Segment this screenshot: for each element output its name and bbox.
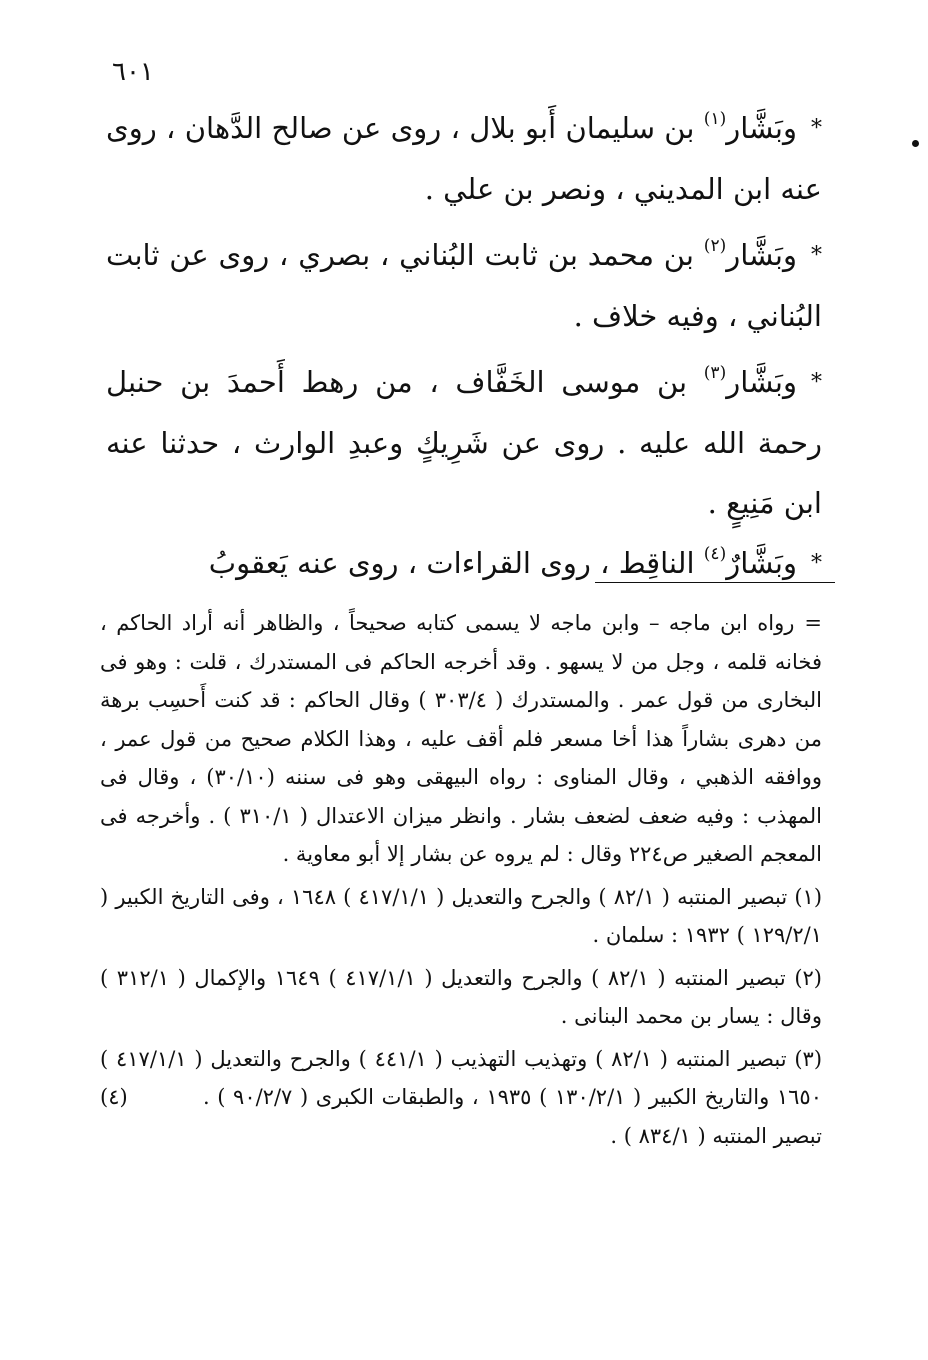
entry-star: * <box>811 243 823 268</box>
entry-text: بن سليمان أَبو بلال ، روى عن صالح الدَّهان ، روى عنه ابن المديني ، ونصر بن علي . <box>106 111 822 206</box>
footnote-ref: (٤) <box>703 544 727 564</box>
continuation-mark: = <box>804 611 822 635</box>
entry-3 <box>106 352 822 533</box>
entry-star: * <box>811 551 822 576</box>
footnote-4: (٤) تبصير المنتبه ( ٨٣٤/١ ) . <box>100 1085 822 1148</box>
entry-1 <box>106 98 822 219</box>
footnote-3-block <box>100 1040 822 1156</box>
entry-name: وبَشَّارٌ <box>726 546 797 580</box>
page-number: ٦٠١ <box>112 57 154 87</box>
footnote-ref: (١) <box>703 109 727 129</box>
entry-star: * <box>811 370 822 395</box>
entry-star: * <box>811 116 823 141</box>
entry-text: بن محمد بن ثابت البُناني ، بصري ، روى عن ثابت البُناني ، وفيه خلاف . <box>106 238 822 333</box>
main-text <box>106 98 822 594</box>
footnote-1: (١) تبصير المنتبه ( ٨٢/١ ) والجرح والتعديل ( ٤١٧/١/١ ) ١٦٤٨ ، وفى التاريخ الكبير ( ١٢٩/٢/١ ) ١٩٣٢ : سلمان . <box>100 884 823 947</box>
footnote-ref: (٢) <box>703 236 727 256</box>
entry-text: بن موسى الخَفَّاف ، من رهط أَحمدَ بن حنبل رحمة الله عليه . روى عن شَرِيكٍ وعبدِ الوارث ، حدثنا عنه ابن مَنِيعٍ . <box>106 365 822 520</box>
entry-name: وبَشَّار <box>726 365 797 399</box>
entry-2 <box>106 225 822 346</box>
footnote-divider <box>595 582 835 583</box>
footnote-3: (٣) تبصير المنتبه ( ٨٢/١ ) وتهذيب التهذيب ( ٤٤١/١ ) والجرح والتعديل ( ٤١٧/١/١ ) ١٦٥٠ والتاريخ الكبير ( ١٣٠/٢/١ ) ١٩٣٥ ، والطبقات الكبرى ( ٩٠/٢/٧ ) . <box>100 1046 823 1109</box>
continuation-text: رواه ابن ماجه – وابن ماجه لا يسمى كتابه صحيحاً ، والظاهر أنه أراد الحاكم ، فخانه قلمه ، وجل من لا يسهو . وقد أخرجه الحاكم فى المستدرك ، قلت : وهو فى البخارى من قول عمر . والمستدرك ( ٣٠٣/٤ ) وقال الحاكم : قد كنت أَحسِب برهة من دهرى بشاراً هذا أخا مسعر فلم أقف عليه ، وهذا الكلام صحيح من قول عمر ، ووافقه الذهبي ، وقال المناوى : رواه البيهقى وهو فى سننه (٣٠/١٠) ، وقال فى المهذب : وفيه ضعف لضعف بشار . وانظر ميزان الاعتدال ( ٣١٠/١ ) . وأخرجه فى المعجم الصغير ص٢٢٤ وقال : لم يروه عن بشار إلا أبو معاوية . <box>100 611 822 866</box>
entry-name: وبَشَّار <box>726 238 798 272</box>
footnote-2: (٢) تبصير المنتبه ( ٨٢/١ ) والجرح والتعديل ( ٤١٧/١/١ ) ١٦٤٩ والإكمال ( ٣١٢/١ ) وقال : يسار بن محمد البنانى . <box>100 965 822 1028</box>
footnote-continuation <box>100 604 822 874</box>
margin-dot <box>912 140 919 147</box>
entry-name: وبَشَّار <box>726 111 798 145</box>
footnote-ref: (٣) <box>703 363 727 383</box>
entry-text: الناقِط ، روى القراءات ، روى عنه يَعقوبُ <box>208 546 695 580</box>
entry-4 <box>106 533 822 594</box>
footnotes <box>100 604 822 1155</box>
